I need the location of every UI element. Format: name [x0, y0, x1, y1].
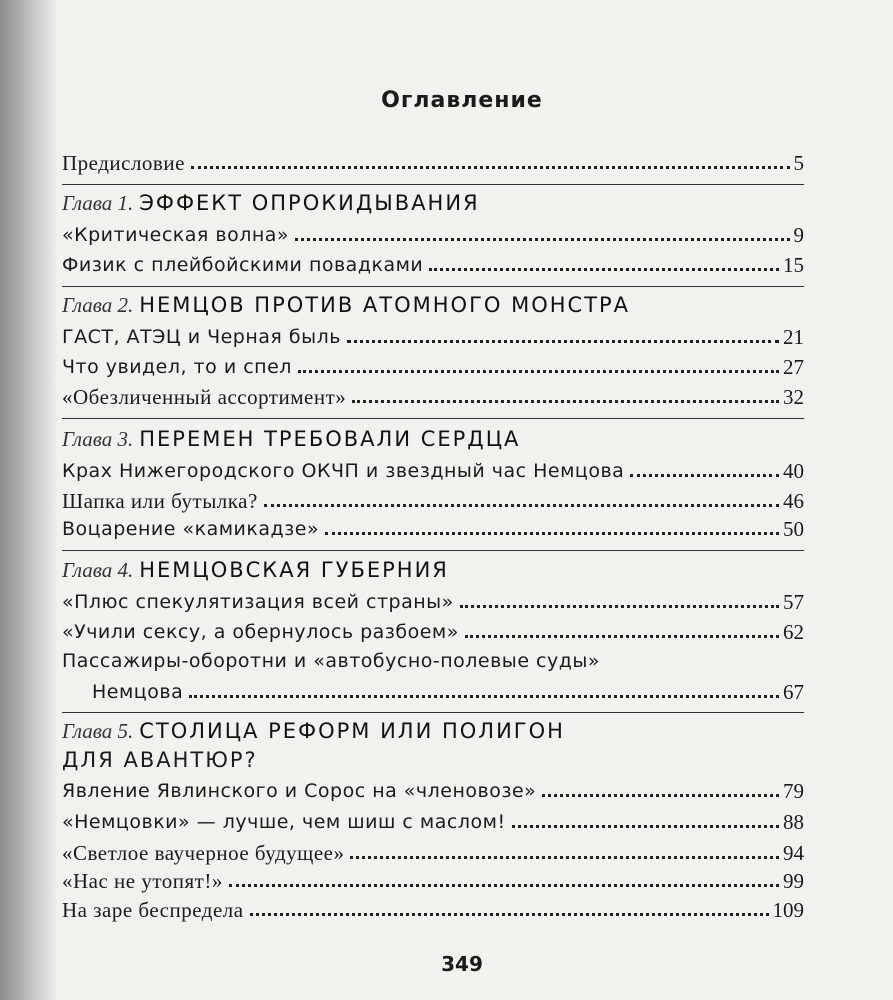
entry-page: 88 [783, 810, 804, 834]
toc-entry[interactable] [62, 893, 804, 923]
entry-label: «Светлое ваучерное будущее» [62, 841, 345, 865]
entry-page: 94 [783, 841, 804, 865]
leader-dots [250, 913, 769, 916]
entry-label: Явление Явлинского и Сорос на «членовозе» [62, 780, 537, 802]
chapter-title: СТОЛИЦА РЕФОРМ ИЛИ ПОЛИГОН [139, 719, 565, 743]
section-divider [62, 712, 804, 713]
entry-label: ГАСТ, АТЭЦ и Черная быль [62, 326, 341, 348]
leader-dots [347, 340, 779, 343]
entry-label: «Обезличенный ассортимент» [62, 385, 347, 409]
entry-label: «Нас не утопят!» [62, 869, 223, 893]
toc-entry[interactable] [62, 615, 804, 645]
chapter-label: Глава 5. [62, 719, 134, 743]
toc-entry[interactable] [62, 484, 804, 514]
toc-entry-preface[interactable] [62, 146, 804, 176]
chapter-title: НЕМЦОВСКАЯ ГУБЕРНИЯ [139, 558, 449, 582]
leader-dots [460, 605, 779, 608]
section-divider [62, 550, 804, 551]
chapter-heading-2[interactable] [62, 290, 630, 320]
entry-label: На заре беспредела [62, 898, 244, 922]
toc-entry[interactable] [62, 585, 804, 615]
entry-page: 99 [783, 869, 804, 893]
chapter-label: Глава 4. [62, 558, 134, 582]
chapter-label: Глава 3. [62, 427, 134, 451]
entry-label: «Плюс спекулятизация всей страны» [62, 591, 454, 613]
toc-entry[interactable] [62, 836, 804, 866]
leader-dots [630, 474, 779, 477]
leader-dots [229, 884, 779, 887]
entry-label: Что увидел, то и спел [62, 356, 292, 378]
entry-page: 50 [783, 517, 804, 541]
toc-entry[interactable] [62, 864, 804, 894]
toc-entry[interactable] [62, 218, 804, 248]
leader-dots [465, 635, 779, 638]
entry-page: 5 [793, 151, 804, 175]
entry-label: Крах Нижегородского ОКЧП и звездный час Немцова [62, 460, 625, 482]
entry-page: 67 [783, 680, 804, 704]
section-divider [62, 418, 804, 419]
entry-page: 9 [793, 223, 804, 247]
toc-page [62, 0, 862, 1000]
entry-page: 62 [783, 620, 804, 644]
section-divider [62, 184, 804, 185]
leader-dots [352, 400, 779, 403]
chapter-title: НЕМЦОВ ПРОТИВ АТОМНОГО МОНСТРА [139, 293, 631, 317]
toc-entry[interactable] [62, 350, 804, 380]
toc-entry[interactable] [62, 512, 804, 542]
chapter-heading-5[interactable] [62, 716, 565, 746]
leader-dots [350, 856, 779, 859]
chapter-title-line2: ДЛЯ АВАНТЮР? [62, 748, 258, 772]
entry-label: «Немцовки» — лучше, чем шиш с маслом! [62, 811, 506, 833]
entry-page: 109 [772, 898, 804, 922]
toc-entry[interactable] [62, 248, 804, 278]
leader-dots [325, 532, 779, 535]
leader-dots [512, 825, 779, 828]
chapter-heading-1[interactable] [62, 188, 480, 218]
entry-label: «Критическая волна» [62, 224, 290, 246]
entry-page: 79 [783, 779, 804, 803]
leader-dots [298, 370, 779, 373]
chapter-heading-4[interactable] [62, 555, 449, 585]
entry-label: Немцова [92, 681, 184, 703]
chapter-label: Глава 2. [62, 293, 134, 317]
page-number: 349 [441, 952, 483, 976]
entry-label: «Учили сексу, а обернулось разбоем» [62, 621, 459, 643]
toc-entry[interactable] [62, 774, 804, 804]
entry-page: 32 [783, 385, 804, 409]
entry-label-line1: Пассажиры-оборотни и «автобусно-полевые суды» [62, 650, 600, 672]
leader-dots [189, 695, 779, 698]
entry-page: 15 [783, 253, 804, 277]
toc-entry[interactable] [62, 805, 804, 835]
entry-page: 46 [783, 489, 804, 513]
entry-label: Шапка или бутылка? [62, 489, 258, 513]
entry-page: 27 [783, 355, 804, 379]
section-divider [62, 286, 804, 287]
entry-page: 57 [783, 590, 804, 614]
book-spine-shadow [0, 0, 58, 1000]
toc-entry[interactable] [62, 320, 804, 350]
leader-dots [191, 166, 790, 169]
entry-page: 40 [783, 459, 804, 483]
chapter-heading-3[interactable] [62, 424, 520, 454]
chapter-title: ЭФФЕКТ ОПРОКИДЫВАНИЯ [139, 191, 480, 215]
chapter-title: ПЕРЕМЕН ТРЕБОВАЛИ СЕРДЦА [139, 427, 521, 451]
entry-label: Физик с плейбойскими повадками [62, 254, 424, 276]
leader-dots [542, 794, 779, 797]
toc-entry[interactable] [62, 454, 804, 484]
leader-dots [295, 238, 789, 241]
toc-entry[interactable] [62, 675, 804, 705]
entry-label: Воцарение «камикадзе» [62, 518, 320, 540]
leader-dots [429, 268, 779, 271]
entry-label: Предисловие [62, 151, 185, 175]
toc-entry[interactable] [62, 380, 804, 410]
leader-dots [264, 504, 779, 507]
chapter-title-continuation [62, 745, 258, 775]
page-title: Оглавление [381, 88, 543, 113]
chapter-label: Глава 1. [62, 191, 134, 215]
entry-page: 21 [783, 325, 804, 349]
